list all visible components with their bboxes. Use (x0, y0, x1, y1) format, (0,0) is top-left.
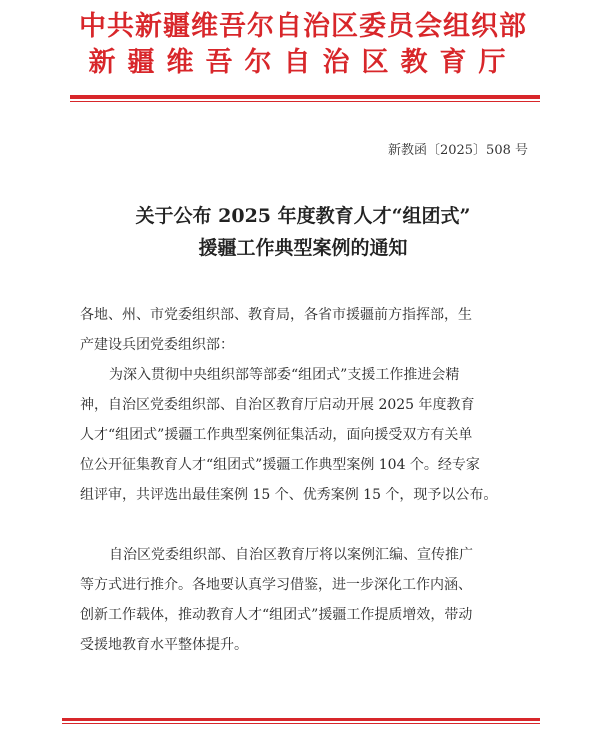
paragraph-line: 神，自治区党委组织部、自治区教育厅启动开展 2025 年度教育 (80, 397, 475, 413)
issuer-header-line-1: 中共新疆维吾尔自治区委员会组织部 (79, 11, 527, 42)
document-title-line-2: 援疆工作典型案例的通知 (198, 237, 408, 259)
paragraph-2 (80, 540, 540, 660)
paragraph-line: 位公开征集教育人才“组团式”援疆工作典型案例 104 个。经专家 (80, 457, 480, 473)
paragraph-line: 为深入贯彻中央组织部等部委“组团式”支援工作推进会精 (109, 367, 460, 383)
addressee-line: 产建设兵团党委组织部： (80, 337, 234, 353)
paragraph-line: 自治区党委组织部、自治区教育厅将以案例汇编、宣传推广 (109, 547, 473, 563)
document-number: 新教函〔2025〕508 号 (387, 143, 528, 158)
paragraph-line: 等方式进行推介。各地要认真学习借鉴，进一步深化工作内涵、 (80, 577, 472, 593)
paragraph-line: 组评审，共评选出最佳案例 15 个、优秀案例 15 个，现予以公布。 (80, 487, 498, 503)
paragraph-1 (80, 360, 540, 510)
document-title-line-1: 关于公布 2025 年度教育人才“组团式” (135, 205, 471, 227)
paragraph-line: 受援地教育水平整体提升。 (80, 637, 248, 653)
footer-divider-thick (62, 718, 540, 721)
paragraph-line: 创新工作载体，推动教育人才“组团式”援疆工作提质增效，带动 (80, 607, 473, 623)
addressee-block (80, 300, 540, 360)
issuer-header-line-2: 新疆维吾尔自治区教育厅 (88, 47, 518, 78)
paragraph-line: 人才“组团式”援疆工作典型案例征集活动，面向援受双方有关单 (80, 427, 473, 443)
addressee-line: 各地、州、市党委组织部、教育局，各省市援疆前方指挥部，生 (80, 307, 472, 323)
footer-divider-thin (62, 723, 540, 724)
header-divider-thin (70, 101, 540, 102)
header-divider-thick (70, 95, 540, 99)
